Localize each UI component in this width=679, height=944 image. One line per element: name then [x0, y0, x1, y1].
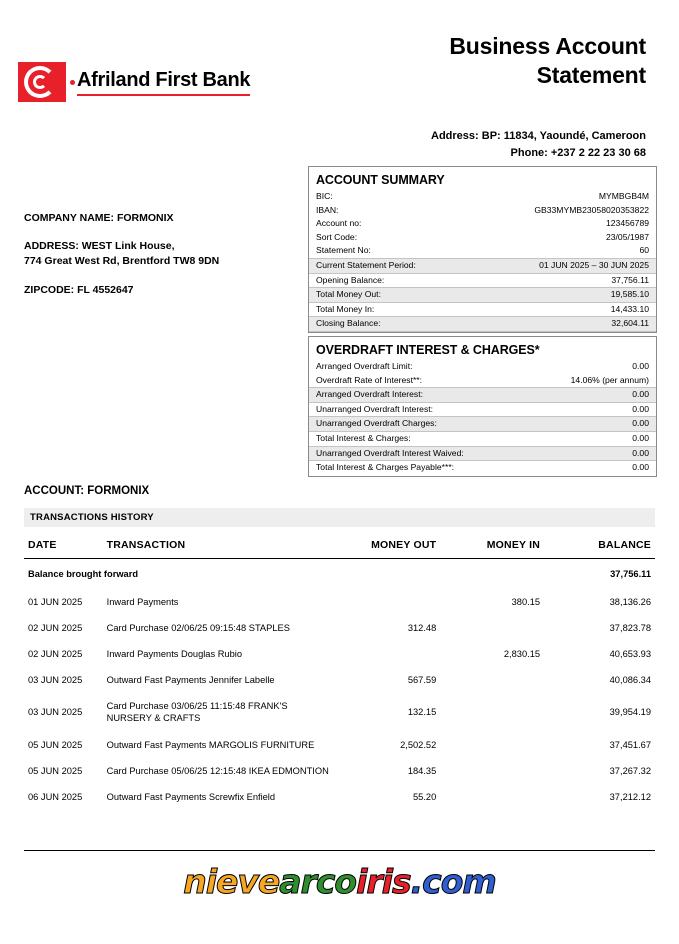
cell-date: 02 JUN 2025 — [28, 649, 83, 660]
bank-name: Afriland First Bank — [77, 69, 250, 96]
summary-row — [309, 217, 656, 231]
doc-title-line2: Statement — [536, 62, 646, 89]
cell-money-in — [440, 693, 544, 731]
column-header-money-in: MONEY IN — [440, 534, 544, 559]
cell-balance: 37,451.67 — [609, 739, 651, 750]
overdraft-row-value: 0.00 — [632, 462, 649, 473]
overdraft-row — [309, 387, 656, 403]
overdraft-row — [309, 446, 656, 462]
column-header-date: DATE — [24, 534, 103, 559]
summary-row-value: MYMBGB4M — [598, 191, 649, 201]
brought-forward-out — [336, 559, 440, 590]
bank-logo — [18, 62, 250, 102]
cell-date: 03 JUN 2025 — [28, 707, 83, 718]
overdraft-row — [309, 461, 656, 475]
summary-row-label: BIC: — [316, 191, 333, 201]
watermark — [0, 862, 679, 901]
cell-money-out — [336, 589, 440, 615]
summary-row-label: Total Money In: — [316, 303, 375, 314]
summary-row-period — [309, 258, 656, 274]
overdraft-row-value: 0.00 — [632, 389, 649, 400]
company-address — [24, 239, 284, 269]
company-address-line1: ADDRESS: WEST Link House, — [24, 240, 175, 253]
summary-row — [309, 204, 656, 218]
overdraft-row-label: Unarranged Overdraft Interest: — [316, 403, 434, 414]
summary-row-label: Account no: — [316, 218, 362, 229]
page-title — [449, 32, 646, 91]
overdraft-row — [309, 432, 656, 446]
table-row — [24, 784, 655, 810]
cell-balance: 37,212.12 — [609, 791, 651, 802]
column-header-money-out: MONEY OUT — [336, 534, 440, 559]
account-summary-box — [308, 166, 657, 333]
watermark-part2: arco — [279, 862, 357, 901]
cell-balance: 37,823.78 — [609, 623, 651, 634]
cell-money-out: 312.48 — [407, 623, 437, 634]
summary-row-value: 23/05/1987 — [605, 231, 649, 242]
overdraft-row-value: 0.00 — [632, 403, 649, 414]
overdraft-row — [309, 416, 656, 432]
table-row — [24, 641, 655, 667]
summary-row-opening-balance — [309, 274, 656, 288]
cell-money-in: 380.15 — [511, 597, 541, 608]
watermark-part1: nieve — [183, 862, 280, 901]
company-zipcode: ZIPCODE: FL 4552647 — [24, 283, 134, 296]
overdraft-row-label: Total Interest & Charges Payable***: — [316, 462, 455, 473]
brought-forward-in — [440, 559, 544, 590]
summary-row-label: IBAN: — [316, 204, 339, 215]
overdraft-row — [309, 403, 656, 417]
overdraft-row-label: Unarranged Overdraft Interest Waived: — [316, 447, 464, 458]
bank-logo-icon — [18, 62, 66, 102]
cell-money-out: 567.59 — [407, 675, 437, 686]
summary-row-money-out — [309, 287, 656, 303]
overdraft-row-value: 0.00 — [632, 432, 649, 443]
watermark-part3: iris — [356, 862, 411, 901]
summary-row — [309, 244, 656, 258]
summary-row-label: Closing Balance: — [316, 318, 381, 329]
summary-row-value: GB33MYMB23058020353822 — [534, 204, 649, 215]
overdraft-row-value: 0.00 — [632, 447, 649, 458]
cell-money-out: 132.15 — [407, 707, 437, 718]
cell-money-in: 2,830.15 — [503, 649, 541, 660]
overdraft-row-label: Overdraft Rate of Interest**: — [316, 374, 423, 385]
cell-date: 06 JUN 2025 — [28, 791, 83, 802]
company-name: COMPANY NAME: FORMONIX — [24, 212, 174, 224]
overdraft-row-label: Arranged Overdraft Limit: — [316, 361, 413, 371]
summary-row-label: Statement No: — [316, 245, 371, 256]
summary-row-money-in — [309, 303, 656, 317]
summary-row — [309, 190, 656, 204]
overdraft-charges-box — [308, 336, 657, 477]
summary-row-value: 01 JUN 2025 – 30 JUN 2025 — [539, 259, 649, 270]
overdraft-row — [309, 360, 656, 374]
brought-forward-label: Balance brought forward — [28, 569, 139, 579]
summary-row-label: Total Money Out: — [316, 289, 381, 300]
cell-money-out: 184.35 — [407, 765, 437, 776]
summary-row-value: 60 — [639, 245, 649, 256]
table-header-row — [24, 534, 655, 559]
cell-money-in — [440, 667, 544, 693]
watermark-part4: .com — [410, 862, 496, 901]
overdraft-row-value: 0.00 — [632, 418, 649, 429]
summary-row-label: Current Statement Period: — [316, 259, 416, 270]
transactions-table — [24, 534, 655, 810]
cell-money-in — [440, 732, 544, 758]
summary-row-value: 123456789 — [605, 218, 649, 229]
account-label: ACCOUNT: FORMONIX — [24, 485, 150, 497]
cell-date: 05 JUN 2025 — [28, 739, 83, 750]
cell-date: 05 JUN 2025 — [28, 765, 83, 776]
cell-money-out: 55.20 — [413, 791, 437, 802]
cell-balance: 40,653.93 — [609, 649, 651, 660]
cell-money-in — [440, 758, 544, 784]
bank-address: Address: BP: 11834, Yaoundé, Cameroon — [431, 130, 646, 142]
table-row — [24, 693, 655, 731]
logo-dot-icon — [70, 80, 75, 85]
summary-row-label: Opening Balance: — [316, 274, 385, 285]
company-block — [24, 211, 284, 298]
cell-balance: 39,954.19 — [609, 707, 651, 718]
summary-row-closing-balance — [309, 316, 656, 332]
table-row — [24, 667, 655, 693]
overdraft-row-label: Unarranged Overdraft Charges: — [316, 418, 437, 429]
summary-row-value: 32,604.11 — [611, 318, 649, 329]
overdraft-row — [309, 374, 656, 388]
table-row — [24, 758, 655, 784]
cell-description: Inward Payments Douglas Rubio — [106, 649, 242, 660]
cell-description: Outward Fast Payments Jennifer Labelle — [106, 675, 275, 686]
cell-description: Card Purchase 05/06/25 12:15:48 IKEA EDMONTION — [106, 765, 329, 776]
cell-money-out: 2,502.52 — [400, 739, 437, 750]
table-row — [24, 589, 655, 615]
summary-row — [309, 231, 656, 245]
table-bottom-rule — [24, 850, 655, 851]
company-address-line2: 774 Great West Rd, Brentford TW8 9DN — [24, 255, 220, 268]
cell-date: 03 JUN 2025 — [28, 675, 83, 686]
column-header-transaction: TRANSACTION — [103, 534, 337, 559]
table-row — [24, 732, 655, 758]
summary-row-value: 37,756.11 — [611, 274, 649, 285]
document-header — [0, 0, 679, 120]
cell-balance: 37,267.32 — [609, 765, 651, 776]
cell-date: 02 JUN 2025 — [28, 623, 83, 634]
overdraft-row-label: Arranged Overdraft Interest: — [316, 389, 423, 400]
doc-title-line1: Business Account — [449, 33, 646, 59]
bank-phone: Phone: +237 2 22 23 30 68 — [510, 146, 646, 159]
cell-description: Inward Payments — [106, 597, 179, 608]
cell-balance: 40,086.34 — [609, 675, 651, 686]
cell-date: 01 JUN 2025 — [28, 597, 83, 608]
transactions-history-label: TRANSACTIONS HISTORY — [24, 508, 655, 527]
summary-row-value: 14,433.10 — [610, 303, 649, 314]
table-row-brought-forward — [24, 559, 655, 590]
cell-description: Outward Fast Payments Screwfix Enfield — [106, 791, 276, 802]
cell-money-out — [336, 641, 440, 667]
overdraft-title: OVERDRAFT INTEREST & CHARGES* — [316, 343, 540, 357]
brought-forward-balance: 37,756.11 — [610, 569, 651, 579]
summary-row-label: Sort Code: — [316, 231, 358, 242]
overdraft-row-value: 14.06% (per annum) — [570, 374, 649, 385]
overdraft-row-label: Total Interest & Charges: — [316, 432, 411, 443]
overdraft-row-value: 0.00 — [632, 361, 649, 371]
cell-balance: 38,136.26 — [609, 597, 651, 608]
cell-money-in — [440, 615, 544, 641]
column-header-balance: BALANCE — [544, 534, 655, 559]
account-summary-title: ACCOUNT SUMMARY — [316, 173, 445, 187]
table-row — [24, 615, 655, 641]
cell-description: Card Purchase 02/06/25 09:15:48 STAPLES — [106, 623, 290, 634]
summary-row-value: 19,585.10 — [610, 289, 649, 300]
cell-description: Outward Fast Payments MARGOLIS FURNITURE — [106, 739, 315, 750]
cell-money-in — [440, 784, 544, 810]
bank-contact — [431, 128, 646, 161]
cell-description: Card Purchase 03/06/25 11:15:48 FRANK'S NURSERY & CRAFTS — [106, 701, 288, 724]
